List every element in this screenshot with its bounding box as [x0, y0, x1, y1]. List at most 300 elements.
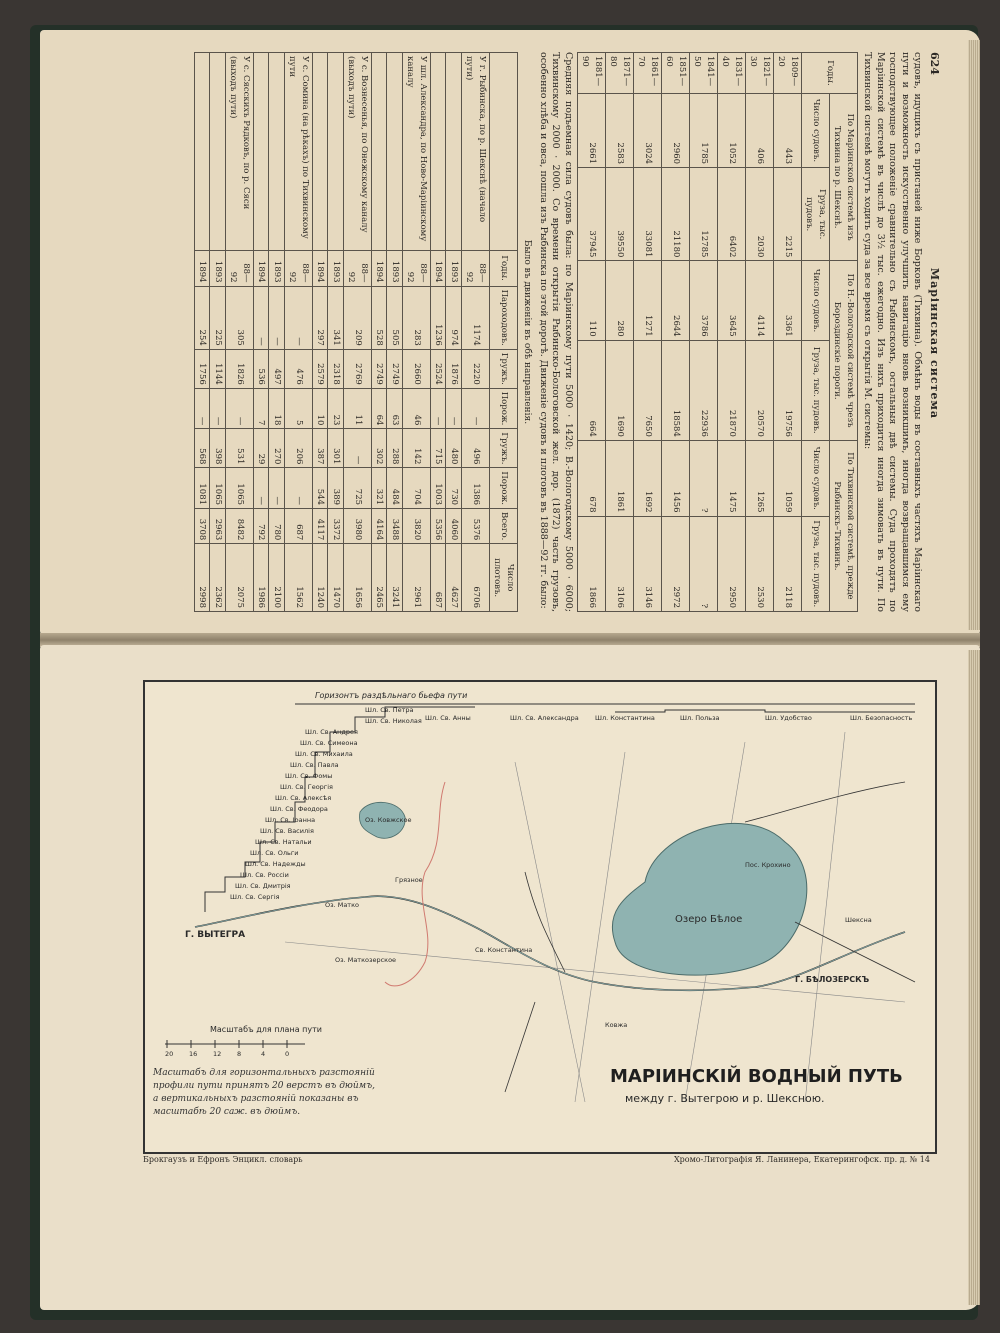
- table2-header: Годы.: [490, 250, 518, 286]
- table2-cell: 270: [269, 429, 285, 468]
- table2-cell: —: [269, 468, 285, 509]
- table2-cell: 2220: [462, 349, 490, 388]
- scale-tick-label: 16: [189, 1050, 198, 1058]
- table1-cell: 33081: [634, 168, 662, 261]
- scale-title: Масштабъ для плана пути: [210, 1025, 322, 1034]
- bottom-page-map: [40, 645, 980, 1310]
- scale-tick-label: 20: [165, 1050, 174, 1058]
- table2-cell: 1656: [344, 544, 372, 612]
- table2-cell: 1081: [195, 468, 211, 509]
- table1-body: [578, 53, 802, 612]
- table2-cell: 1003: [431, 468, 447, 509]
- table2-cell: 2524: [431, 349, 447, 388]
- gryaznoe-label: Грязное: [395, 876, 423, 884]
- table1-cell: 3146: [634, 516, 662, 611]
- table2-cell: 254: [195, 286, 211, 349]
- table1-cell: 110: [578, 261, 606, 340]
- table2-cell: 5356: [431, 509, 447, 544]
- table1-cell: 1692: [634, 440, 662, 516]
- table2-cell: 46: [403, 388, 431, 429]
- table2-cell: 142: [403, 429, 431, 468]
- table1-cell: 1871—80: [606, 53, 634, 94]
- table2-cell: У с. Вознесенья, по Онежскому каналу (выходъ пути): [344, 53, 372, 251]
- table2-cell: 305: [226, 286, 254, 349]
- table2-cell: 301: [328, 429, 344, 468]
- middle-paragraph: Средняя подъемная сила судовъ была: по Маріинскому пути 5000 · 1420; В.-Вологодскому 5000 · 6000; Тихвинскому 2000 · 2000. Со времени открытія Рыбинско-Бологовской жел. дор. (1872) часть грузовъ, особенно хлѣба и овса, пошла изъ Рыбинска по этой дорогѣ. Движеніе судовъ и плотовъ въ 1888—92 гг. было:: [538, 52, 574, 612]
- table2-row: [210, 53, 226, 612]
- table2-cell: [328, 53, 344, 251]
- page-edges-top: [968, 40, 980, 630]
- table2-cell: 1386: [462, 468, 490, 509]
- lock-label-left: Шл. Св. Петра: [365, 706, 414, 714]
- table1-cell: 1881—90: [578, 53, 606, 94]
- table2-cell: —: [226, 388, 254, 429]
- table2-cell: 1894: [372, 250, 388, 286]
- map-frame: [143, 680, 937, 1154]
- table2-cell: 6706: [462, 544, 490, 612]
- table2-row: [344, 53, 372, 612]
- table2-cell: 531: [226, 429, 254, 468]
- table2-cell: 2998: [195, 544, 211, 612]
- table2-cell: 1893: [269, 250, 285, 286]
- table1-cell: 1785: [690, 93, 718, 167]
- table1-sub: Груза, тыс. пудовъ.: [802, 340, 830, 440]
- page-edges-bottom: [968, 650, 980, 1305]
- kovzhskoe-label: Оз. Ковжское: [365, 816, 412, 824]
- table1-cell: 3361: [774, 261, 802, 340]
- table2-cell: 687: [431, 544, 447, 612]
- lock-label-right: Шл. Польза: [680, 714, 720, 722]
- table2-cell: [210, 53, 226, 251]
- table1-cell: 2960: [662, 93, 690, 167]
- table2-cell: —: [210, 388, 226, 429]
- table2-header: Всего.: [490, 509, 518, 544]
- table2-header: Пароходовъ.: [490, 286, 518, 349]
- scale-tick-label: 4: [261, 1050, 266, 1058]
- scale-note-line: профили пути принятъ 20 верстъ въ дюймъ,: [153, 1081, 375, 1091]
- table2-cell: 1894: [254, 250, 270, 286]
- table1-cell: 3786: [690, 261, 718, 340]
- table2-cell: 1065: [210, 468, 226, 509]
- table1-cell: 1851—60: [662, 53, 690, 94]
- table2-header: Число плотовъ.: [490, 544, 518, 612]
- page-header: [928, 52, 941, 612]
- table1-cell: 1265: [746, 440, 774, 516]
- table2-cell: 1893: [328, 250, 344, 286]
- table2-cell: —: [285, 468, 313, 509]
- table2-cell: 476: [285, 349, 313, 388]
- table2-row: [254, 53, 270, 612]
- table1-cell: 664: [578, 340, 606, 440]
- table2-cell: —: [254, 468, 270, 509]
- table1-row: [606, 53, 634, 612]
- table2-cell: 715: [431, 429, 447, 468]
- table2-cell: 1986: [254, 544, 270, 612]
- table2-row: [226, 53, 254, 612]
- table1-cell: 7650: [634, 340, 662, 440]
- table1-cell: 678: [578, 440, 606, 516]
- table2-cell: 225: [210, 286, 226, 349]
- horizon-label: Горизонтъ раздѣльнаго бьефа пути: [315, 691, 468, 700]
- table2-title: Было въ движеніи въ обѣ направленія.: [522, 239, 533, 425]
- table2-header: Гружъ.: [490, 349, 518, 388]
- table1-cell: 2661: [578, 93, 606, 167]
- table2-cell: 2660: [403, 349, 431, 388]
- table2-cell: 3488: [387, 509, 403, 544]
- table2-cell: 1065: [226, 468, 254, 509]
- table1-header-years: Годы.: [802, 53, 858, 94]
- lock-label-left: Шл. Св. Георгія: [280, 783, 333, 791]
- table2-cell: [195, 53, 211, 251]
- table2-cell: 10: [313, 388, 329, 429]
- table2-cell: 1144: [210, 349, 226, 388]
- lock-label-left: Шл. Св. Феодора: [270, 805, 328, 813]
- table2-cell: 88—92: [344, 250, 372, 286]
- table2-header: Гружъ.: [490, 429, 518, 468]
- table2-cell: 302: [372, 429, 388, 468]
- table1-row: [634, 53, 662, 612]
- table2-cell: 480: [446, 429, 462, 468]
- table2-cell: 321: [372, 468, 388, 509]
- table1-cell: 406: [746, 93, 774, 167]
- table1-sub: Число судовъ.: [802, 93, 830, 167]
- table1-cell: 6402: [718, 168, 746, 261]
- table2-cell: 4060: [446, 509, 462, 544]
- table2-cell: 1894: [313, 250, 329, 286]
- table2-cell: 974: [446, 286, 462, 349]
- table2-cell: 2075: [226, 544, 254, 612]
- table2-row: [387, 53, 403, 612]
- table2-cell: 505: [387, 286, 403, 349]
- table2-cell: 2749: [372, 349, 388, 388]
- table2-cell: 4117: [313, 509, 329, 544]
- table2-cell: 1894: [431, 250, 447, 286]
- lock-label-left: Шл. Св. Павла: [290, 761, 339, 769]
- table1-cell: 22936: [690, 340, 718, 440]
- table1-cell: 2972: [662, 516, 690, 611]
- table2-cell: 1826: [226, 349, 254, 388]
- scale-tick-label: 12: [213, 1050, 222, 1058]
- lake-matko-label: Оз. Матко: [325, 901, 359, 909]
- table2-row: [431, 53, 447, 612]
- lock-label-left: Шл. Св. Михаила: [295, 750, 353, 758]
- scale-note-line: а вертикальныхъ разстояній показаны въ: [153, 1094, 359, 1104]
- table1-header-tikhvin: По Тихвинской системѣ, прежде Рыбинскъ–Тихвинъ.: [830, 440, 858, 611]
- table1-cell: 19756: [774, 340, 802, 440]
- table2-cell: —: [285, 286, 313, 349]
- table2-cell: 297: [313, 286, 329, 349]
- table2-cell: [431, 53, 447, 251]
- table2-cell: —: [254, 286, 270, 349]
- table2-cell: 88—92: [462, 250, 490, 286]
- lock-label-left: Шл. Св. Алексѣя: [275, 794, 332, 802]
- table1-cell: 2583: [606, 93, 634, 167]
- table2-cell: 1893: [387, 250, 403, 286]
- table2-cell: 11: [344, 388, 372, 429]
- table2-cell: 63: [387, 388, 403, 429]
- table2-cell: 23: [328, 388, 344, 429]
- running-head: Маріинская система: [928, 267, 941, 420]
- table2-cell: 497: [269, 349, 285, 388]
- lock-label-left: Шл. Св. Сергія: [230, 893, 280, 901]
- table1-sub: Число судовъ.: [802, 261, 830, 340]
- table1-cell: 1841—50: [690, 53, 718, 94]
- traffic-table-2: [194, 52, 518, 612]
- table2-cell: —: [344, 429, 372, 468]
- table2-cell: [372, 53, 388, 251]
- table2-cell: 2465: [372, 544, 388, 612]
- table1-cell: 3106: [606, 516, 634, 611]
- table1-cell: 39550: [606, 168, 634, 261]
- table2-cell: 5: [285, 388, 313, 429]
- table1-cell: 280: [606, 261, 634, 340]
- table2-cell: 1876: [446, 349, 462, 388]
- table1-cell: 1831—40: [718, 53, 746, 94]
- lock-label-left: Шл. Св. Дмитрія: [235, 882, 291, 890]
- table2-row: [269, 53, 285, 612]
- table2-cell: 8482: [226, 509, 254, 544]
- table2-cell: —: [462, 388, 490, 429]
- table1-cell: 12785: [690, 168, 718, 261]
- table2-cell: 496: [462, 429, 490, 468]
- table1-header-mariinsk: По Маріинской системѣ изъ Тихвина по р. Шекснѣ.: [830, 93, 858, 260]
- map-subtitle: между г. Вытегрою и р. Шексною.: [625, 1092, 825, 1105]
- table2-cell: 88—92: [285, 250, 313, 286]
- rotated-page-content: [80, 52, 940, 612]
- table2-cell: 209: [344, 286, 372, 349]
- table1-cell: 1456: [662, 440, 690, 516]
- lock-label-right: Шл. Св. Александра: [510, 714, 579, 722]
- table2-body: [195, 53, 490, 612]
- table2-cell: 341: [328, 286, 344, 349]
- table1-cell: 18584: [662, 340, 690, 440]
- table2-cell: 88—92: [403, 250, 431, 286]
- table1-row: [578, 53, 606, 612]
- table2-cell: У шл. Александра, по Ново-Маріинскому каналу: [403, 53, 431, 251]
- table2-cell: 2318: [328, 349, 344, 388]
- table1-cell: 2118: [774, 516, 802, 611]
- table1-cell: 2950: [718, 516, 746, 611]
- table1-cell: 4114: [746, 261, 774, 340]
- table1-cell: 1821—30: [746, 53, 774, 94]
- table1-cell: 1866: [578, 516, 606, 611]
- table2-row: [372, 53, 388, 612]
- table2-cell: 64: [372, 388, 388, 429]
- lock-label-right: Шл. Безопасность: [850, 714, 913, 722]
- table1-cell: 3024: [634, 93, 662, 167]
- table2-cell: 2963: [210, 509, 226, 544]
- table2-cell: 1240: [313, 544, 329, 612]
- map-title: МАРІИНСКІЙ ВОДНЫЙ ПУТЬ: [610, 1066, 903, 1087]
- table1-sub: Число судовъ.: [802, 440, 830, 516]
- top-page: [40, 30, 980, 635]
- table2-cell: 3820: [403, 509, 431, 544]
- table2-cell: 88—92: [226, 250, 254, 286]
- table2-cell: 2362: [210, 544, 226, 612]
- table2-cell: 2961: [403, 544, 431, 612]
- table2-row: [313, 53, 329, 612]
- table2-cell: 1893: [210, 250, 226, 286]
- table1-sub: Груза, тыс. пудовъ.: [802, 168, 830, 261]
- table2-cell: 792: [254, 509, 270, 544]
- lock-label-right: Шл. Константина: [595, 714, 655, 722]
- lake-matkozerskoe-label: Оз. Маткозерское: [335, 956, 397, 964]
- table1-row: [774, 53, 802, 612]
- lock-label-left: Шл. Св. Андрея: [305, 728, 358, 736]
- table1-cell: 20570: [746, 340, 774, 440]
- table2-cell: 1236: [431, 286, 447, 349]
- table2-cell: У с. Сомина (на рѣкахъ) по Тихвинскому пути: [285, 53, 313, 251]
- table2-cell: [387, 53, 403, 251]
- table1-cell: 2644: [662, 261, 690, 340]
- table2-cell: [313, 53, 329, 251]
- table2-row: [195, 53, 211, 612]
- table2-cell: 780: [269, 509, 285, 544]
- table2-cell: 484: [387, 468, 403, 509]
- scale-note: [153, 1067, 375, 1119]
- table2-cell: [269, 53, 285, 251]
- lake-beloye-label: Озеро Бѣлое: [675, 914, 743, 925]
- belozersk-label: Г. БѢЛОЗЕРСКЪ: [795, 975, 870, 984]
- table1-cell: 2530: [746, 516, 774, 611]
- table2-cell: 3241: [387, 544, 403, 612]
- table2-cell: 730: [446, 468, 462, 509]
- table2-cell: 1894: [195, 250, 211, 286]
- table2-cell: 568: [195, 429, 211, 468]
- table2-cell: 2579: [313, 349, 329, 388]
- publisher-left: Брокгаузъ и Ефронъ Энцикл. словарь: [143, 1155, 303, 1164]
- table2-cell: 687: [285, 509, 313, 544]
- lock-label-left: Шл. Св. Симеона: [300, 739, 358, 747]
- lock-label-left: Шл. Св. Николая: [365, 717, 422, 725]
- table2-cell: —: [446, 388, 462, 429]
- table2-cell: 544: [313, 468, 329, 509]
- table1-cell: 1861—70: [634, 53, 662, 94]
- scale-tick-label: 0: [285, 1050, 290, 1058]
- lock-label-left: Шл. Св. Василія: [260, 827, 314, 835]
- table1-cell: 1271: [634, 261, 662, 340]
- table2-cell: —: [269, 286, 285, 349]
- table2-cell: —: [431, 388, 447, 429]
- table2-cell: 4164: [372, 509, 388, 544]
- table2-header: Порож.: [490, 388, 518, 429]
- table2-row: [285, 53, 313, 612]
- table2-cell: 206: [285, 429, 313, 468]
- table1-cell: 1861: [606, 440, 634, 516]
- table2-cell: 29: [254, 429, 270, 468]
- table2-cell: 1174: [462, 286, 490, 349]
- table1-cell: 2030: [746, 168, 774, 261]
- table1-cell: 37945: [578, 168, 606, 261]
- table2-cell: 2749: [387, 349, 403, 388]
- table2-row: [462, 53, 490, 612]
- lock-label-left: Шл. Св. Натальи: [255, 838, 312, 846]
- table2-cell: У г. Рыбинска, по р. Шекснѣ (начало пути): [462, 53, 490, 251]
- table1-cell: ?: [690, 516, 718, 611]
- table2-cell: 528: [372, 286, 388, 349]
- table2-cell: 18: [269, 388, 285, 429]
- table1-header-vologda: По Н.-Вологодской системѣ чрезъ Бороздинскіе пороги.: [830, 261, 858, 440]
- table2-cell: 1470: [328, 544, 344, 612]
- table2-cell: [446, 53, 462, 251]
- table2-cell: —: [195, 388, 211, 429]
- lock-label-left: Шл. Св. Россіи: [240, 871, 289, 879]
- table2-cell: 3980: [344, 509, 372, 544]
- table1-row: [690, 53, 718, 612]
- table2-cell: 288: [387, 429, 403, 468]
- page-number: 624: [928, 52, 941, 75]
- table2-cell: 1562: [285, 544, 313, 612]
- vytegra-label: Г. ВЫТЕГРА: [185, 930, 246, 940]
- table1-cell: 2215: [774, 168, 802, 261]
- table2-cell: 536: [254, 349, 270, 388]
- table2-cell: [254, 53, 270, 251]
- table2-cell: 398: [210, 429, 226, 468]
- table2-cell: 1756: [195, 349, 211, 388]
- table1-sub: Груза, тыс. пудовъ.: [802, 516, 830, 611]
- lock-label-right: Шл. Св. Анны: [425, 714, 471, 722]
- table1-cell: 21180: [662, 168, 690, 261]
- lock-label-left: Шл. Св. Фомы: [285, 772, 333, 780]
- table1-cell: 1809—20: [774, 53, 802, 94]
- table2-cell: 283: [403, 286, 431, 349]
- scale-note-line: Масштабъ для горизонтальныхъ разстояній: [153, 1068, 375, 1078]
- table2-row: [328, 53, 344, 612]
- table1-cell: 21870: [718, 340, 746, 440]
- lock-label-right: Шл. Удобство: [765, 714, 812, 722]
- scale-tick-label: 8: [237, 1050, 242, 1058]
- publisher-right: Хромо-Литографія Я. Ланинера, Екатерингофск. пр. д. № 14: [673, 1155, 930, 1164]
- lock-label-left: Шл. Св. Іоанна: [265, 816, 316, 824]
- table1-cell: 3645: [718, 261, 746, 340]
- lock-label-left: Шл. Св. Ольги: [250, 849, 299, 857]
- intro-paragraph: судовъ, идущихъ съ пристаней ниже Борковъ (Тихвина). Обмѣнъ воды въ составныхъ частяхъ Маріинскаго пути и возможность искусственно улучшить навигацію вновь возникшимъ, иногда возвращавшимся ему господствующее положеніе сравнительно съ Рыбинскомъ, остальныя двѣ системы. Суда проходятъ по Маріинской системѣ въ числѣ до 3½ тыс. ежегодно. Изъ нихъ приходится иногда зимовать въ пути. По Тихвинской системѣ могутъ ходить суда за все время съ открытія М. системы:: [862, 52, 924, 612]
- table2-cell: 389: [328, 468, 344, 509]
- table1-cell: ?: [690, 440, 718, 516]
- table2-cell: 2100: [269, 544, 285, 612]
- table2-cell: 3372: [328, 509, 344, 544]
- table2-cell: 387: [313, 429, 329, 468]
- table2-row: [403, 53, 431, 612]
- table2-cell: 704: [403, 468, 431, 509]
- table1-cell: 1475: [718, 440, 746, 516]
- table2-cell: 5376: [462, 509, 490, 544]
- sheksna-label: Шексна: [845, 916, 872, 924]
- table1-cell: 443: [774, 93, 802, 167]
- table2-cell: 1893: [446, 250, 462, 286]
- table2-header-place: [490, 53, 518, 251]
- table2-cell: 2769: [344, 349, 372, 388]
- table2-row: [446, 53, 462, 612]
- table2-cell: 725: [344, 468, 372, 509]
- table1-cell: 1690: [606, 340, 634, 440]
- table1-row: [718, 53, 746, 612]
- traffic-table-1: [577, 52, 858, 612]
- kovzha-label: Ковжа: [605, 1021, 628, 1029]
- table1-cell: 1052: [718, 93, 746, 167]
- krokhino-label: Пос. Крохино: [745, 861, 791, 869]
- table1-cell: 1059: [774, 440, 802, 516]
- table1-row: [746, 53, 774, 612]
- lock-label-left: Шл. Св. Надежды: [245, 860, 306, 868]
- konstantin-label: Св. Константина: [475, 946, 533, 954]
- table2-cell: У с. Сясскихъ Рядковъ, по р. Сяси (выходъ пути): [226, 53, 254, 251]
- table2-cell: 3708: [195, 509, 211, 544]
- table1-row: [662, 53, 690, 612]
- table2-cell: 7: [254, 388, 270, 429]
- table2-header: Порож.: [490, 468, 518, 509]
- scale-note-line: масштабѣ 20 саж. въ дюймъ.: [153, 1107, 301, 1117]
